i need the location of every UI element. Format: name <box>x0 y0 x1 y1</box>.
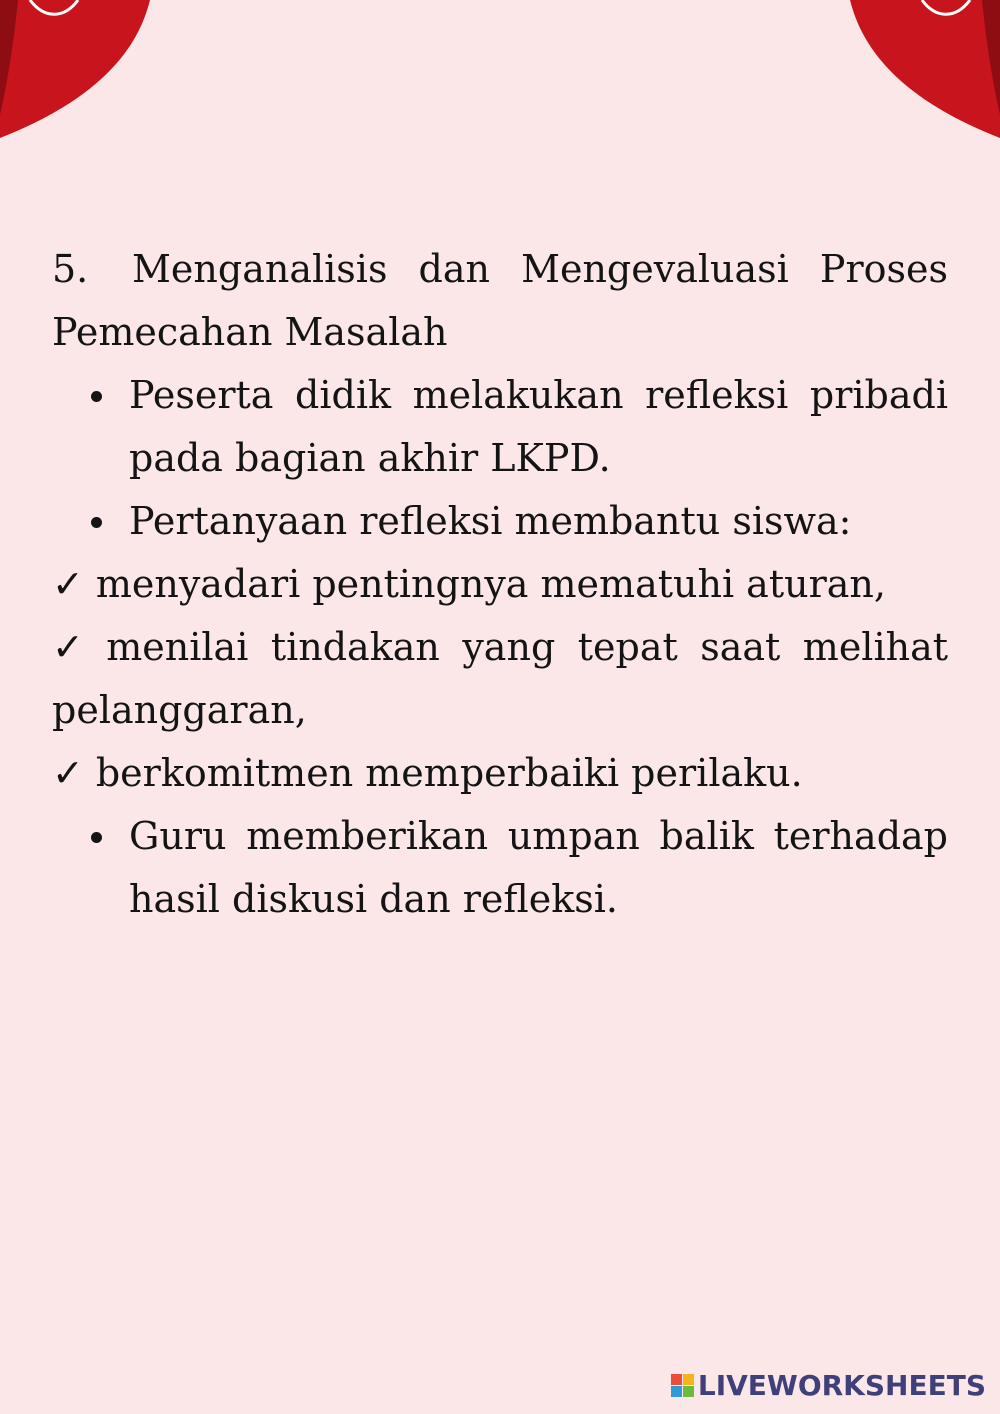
logo-tile <box>683 1374 694 1385</box>
logo-tile <box>683 1386 694 1397</box>
brand-text: LIVEWORKSHEETS <box>697 1369 986 1402</box>
check-item <box>52 742 948 805</box>
section-number: 5. <box>52 247 89 291</box>
check-text: menyadari pentingnya mematuhi aturan, <box>95 562 886 606</box>
bullet-text: Peserta didik melakukan refleksi pribadi pada bagian akhir LKPD. <box>129 373 948 480</box>
logo-tile <box>671 1374 682 1385</box>
check-item <box>52 553 948 616</box>
liveworksheets-logo-icon <box>671 1374 694 1397</box>
bullet-icon <box>91 391 102 402</box>
bullet-text: Pertanyaan refleksi membantu siswa: <box>129 499 852 543</box>
curtain-right-decoration <box>850 0 1000 140</box>
logo-tile <box>671 1386 682 1397</box>
checkmark-icon: ✓ <box>52 751 84 795</box>
section-title: Menganalisis dan Mengevaluasi Proses Pemecahan Masalah <box>52 247 948 354</box>
checkmark-icon: ✓ <box>52 625 95 669</box>
bullet-icon <box>91 832 102 843</box>
list-item <box>129 805 948 931</box>
check-text: berkomitmen memperbaiki perilaku. <box>95 751 803 795</box>
section-heading <box>52 238 948 364</box>
list-item <box>129 364 948 490</box>
list-item <box>129 490 948 553</box>
liveworksheets-brand <box>671 1369 986 1402</box>
content-body <box>52 238 948 931</box>
bullet-icon <box>91 517 102 528</box>
checkmark-icon: ✓ <box>52 562 84 606</box>
curtain-left-decoration <box>0 0 150 140</box>
check-item <box>52 616 948 742</box>
bullet-text: Guru memberikan umpan balik terhadap hasil diskusi dan refleksi. <box>129 814 948 921</box>
check-text: menilai tindakan yang tepat saat melihat pelanggaran, <box>52 625 949 732</box>
